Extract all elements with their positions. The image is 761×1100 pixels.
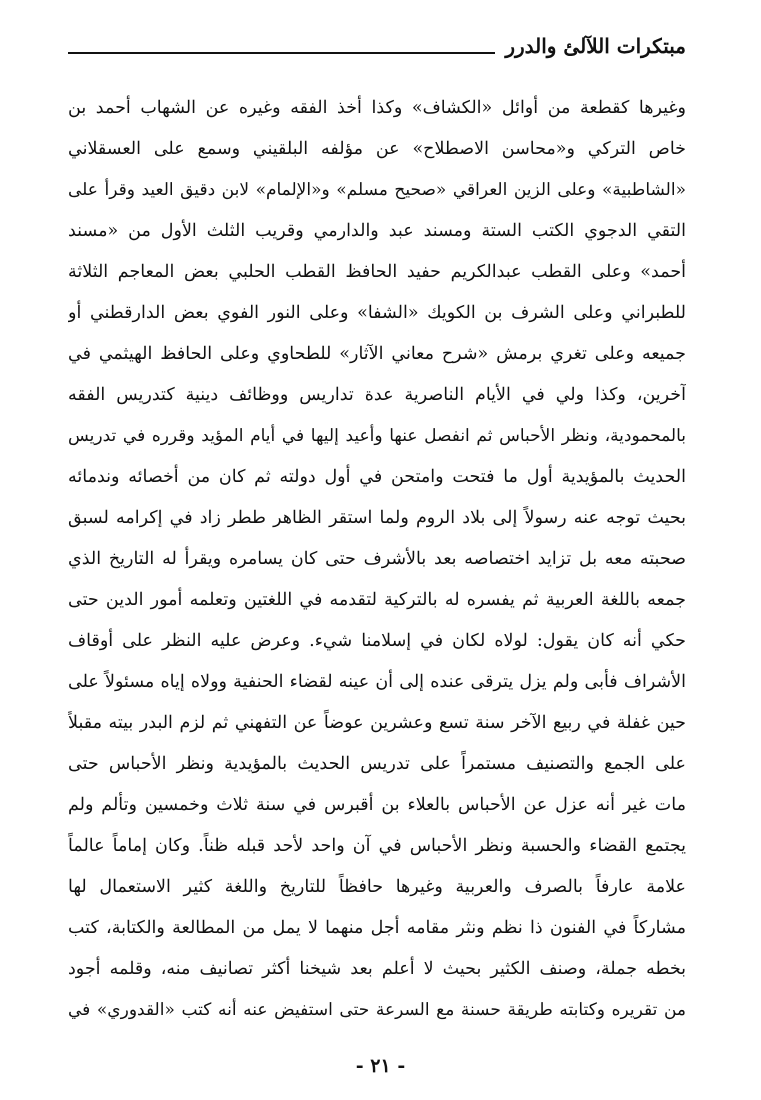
header-rule xyxy=(68,52,511,54)
text-line: يجتمع القضاء والحسبة ونظر الأحباس في آن واحد لأحد قبله ظناً. وكان إماماً عالماً xyxy=(68,836,686,856)
running-header xyxy=(68,30,686,70)
text-line: «الشاطبية» وعلى الزين العراقي «صحيح مسلم» و«الإلمام» لابن دقيق العيد وقرأ على xyxy=(68,180,686,200)
text-line: الحديث بالمؤيدية أول ما فتحت وامتحن في أول دولته ثم كان من أخصائه وندمائه xyxy=(68,467,686,487)
text-line: جمعه باللغة العربية ثم يفسره له بالتركية لتقدمه في اللغتين وتعلمه أمور الدين حتى xyxy=(68,590,686,610)
text-line: من تقريره وكتابته طريقة حسنة مع السرعة حتى استفيض عنه أنه كتب «القدوري» في xyxy=(68,1000,686,1020)
text-line: أحمد» وعلى القطب عبدالكريم حفيد الحافظ القطب الحلبي بعض المعاجم الثلاثة xyxy=(68,262,686,282)
text-line: للطبراني وعلى الشرف بن الكويك «الشفا» وعلى النور الفوي بعض الدارقطني أو xyxy=(68,303,686,323)
text-line: على الجمع والتصنيف مستمراً على تدريس الحديث بالمؤيدية ونظر الأحباس حتى xyxy=(68,754,686,774)
text-line: علامة عارفاً بالصرف والعربية وغيرها حافظاً للتاريخ واللغة كثير الاستعمال لها xyxy=(68,877,686,897)
text-line: حكي أنه كان يقول: لولاه لكان في إسلامنا شيء. وعرض عليه النظر على أوقاف xyxy=(68,631,686,651)
text-line: بالمحمودية، ونظر الأحباس ثم انفصل عنها وأعيد إليها في أيام المؤيد وقرره في تدريس xyxy=(68,426,686,446)
text-line: جميعه وعلى تغري برمش «شرح معاني الآثار» للطحاوي وعلى الحافظ الهيثمي في xyxy=(68,344,686,364)
text-line: التقي الدجوي الكتب الستة ومسند عبد والدارمي وقريب الثلث الأول من «مسند xyxy=(68,221,686,241)
page-number: - ٢١ - xyxy=(355,1055,406,1077)
text-line: بحيث توجه عنه رسولاً إلى بلاد الروم ولما استقر الظاهر ططر زاد في إكرامه لسبق xyxy=(68,508,686,528)
text-line: آخرين، وكذا ولي في الأيام الناصرية عدة تداريس ووظائف دينية كتدريس الفقه xyxy=(68,385,686,405)
text-line: مات غير أنه عزل عن الأحباس بالعلاء بن أقبرس في سنة ثلاث وخمسين وتألم ولم xyxy=(68,795,686,815)
text-line: وغيرها كقطعة من أوائل «الكشاف» وكذا أخذ الفقه وغيره عن الشهاب أحمد بن xyxy=(68,98,686,118)
text-line: بخطه جملة، وصنف الكثير بحيث لا أعلم بعد شيخنا أكثر تصانيف منه، وقلمه أجود xyxy=(68,959,686,979)
running-header-title: مبتكرات اللآلئ والدرر xyxy=(495,34,686,58)
text-line: صحبته معه بل تزايد اختصاصه بعد بالأشرف حتى كان يسامره ويقرأ له التاريخ الذي xyxy=(68,549,686,569)
text-line: حين غفلة في ربيع الآخر سنة تسع وعشرين عوضاً عن التفهني ثم لزم البدر بيته مقبلاً xyxy=(68,713,686,733)
body-text xyxy=(68,88,686,1031)
text-line: خاص التركي و«محاسن الاصطلاح» عن مؤلفه البلقيني وسمع على العسقلاني xyxy=(68,139,686,159)
text-line: مشاركاً في الفنون ذا نظم ونثر مقامه أجل منهما لا يمل من المطالعة والكتابة، كتب xyxy=(68,918,686,938)
text-line: الأشراف فأبى ولم يزل يترقى عنده إلى أن عينه لقضاء الحنفية وولاه إياه مسئولاً على xyxy=(68,672,686,692)
